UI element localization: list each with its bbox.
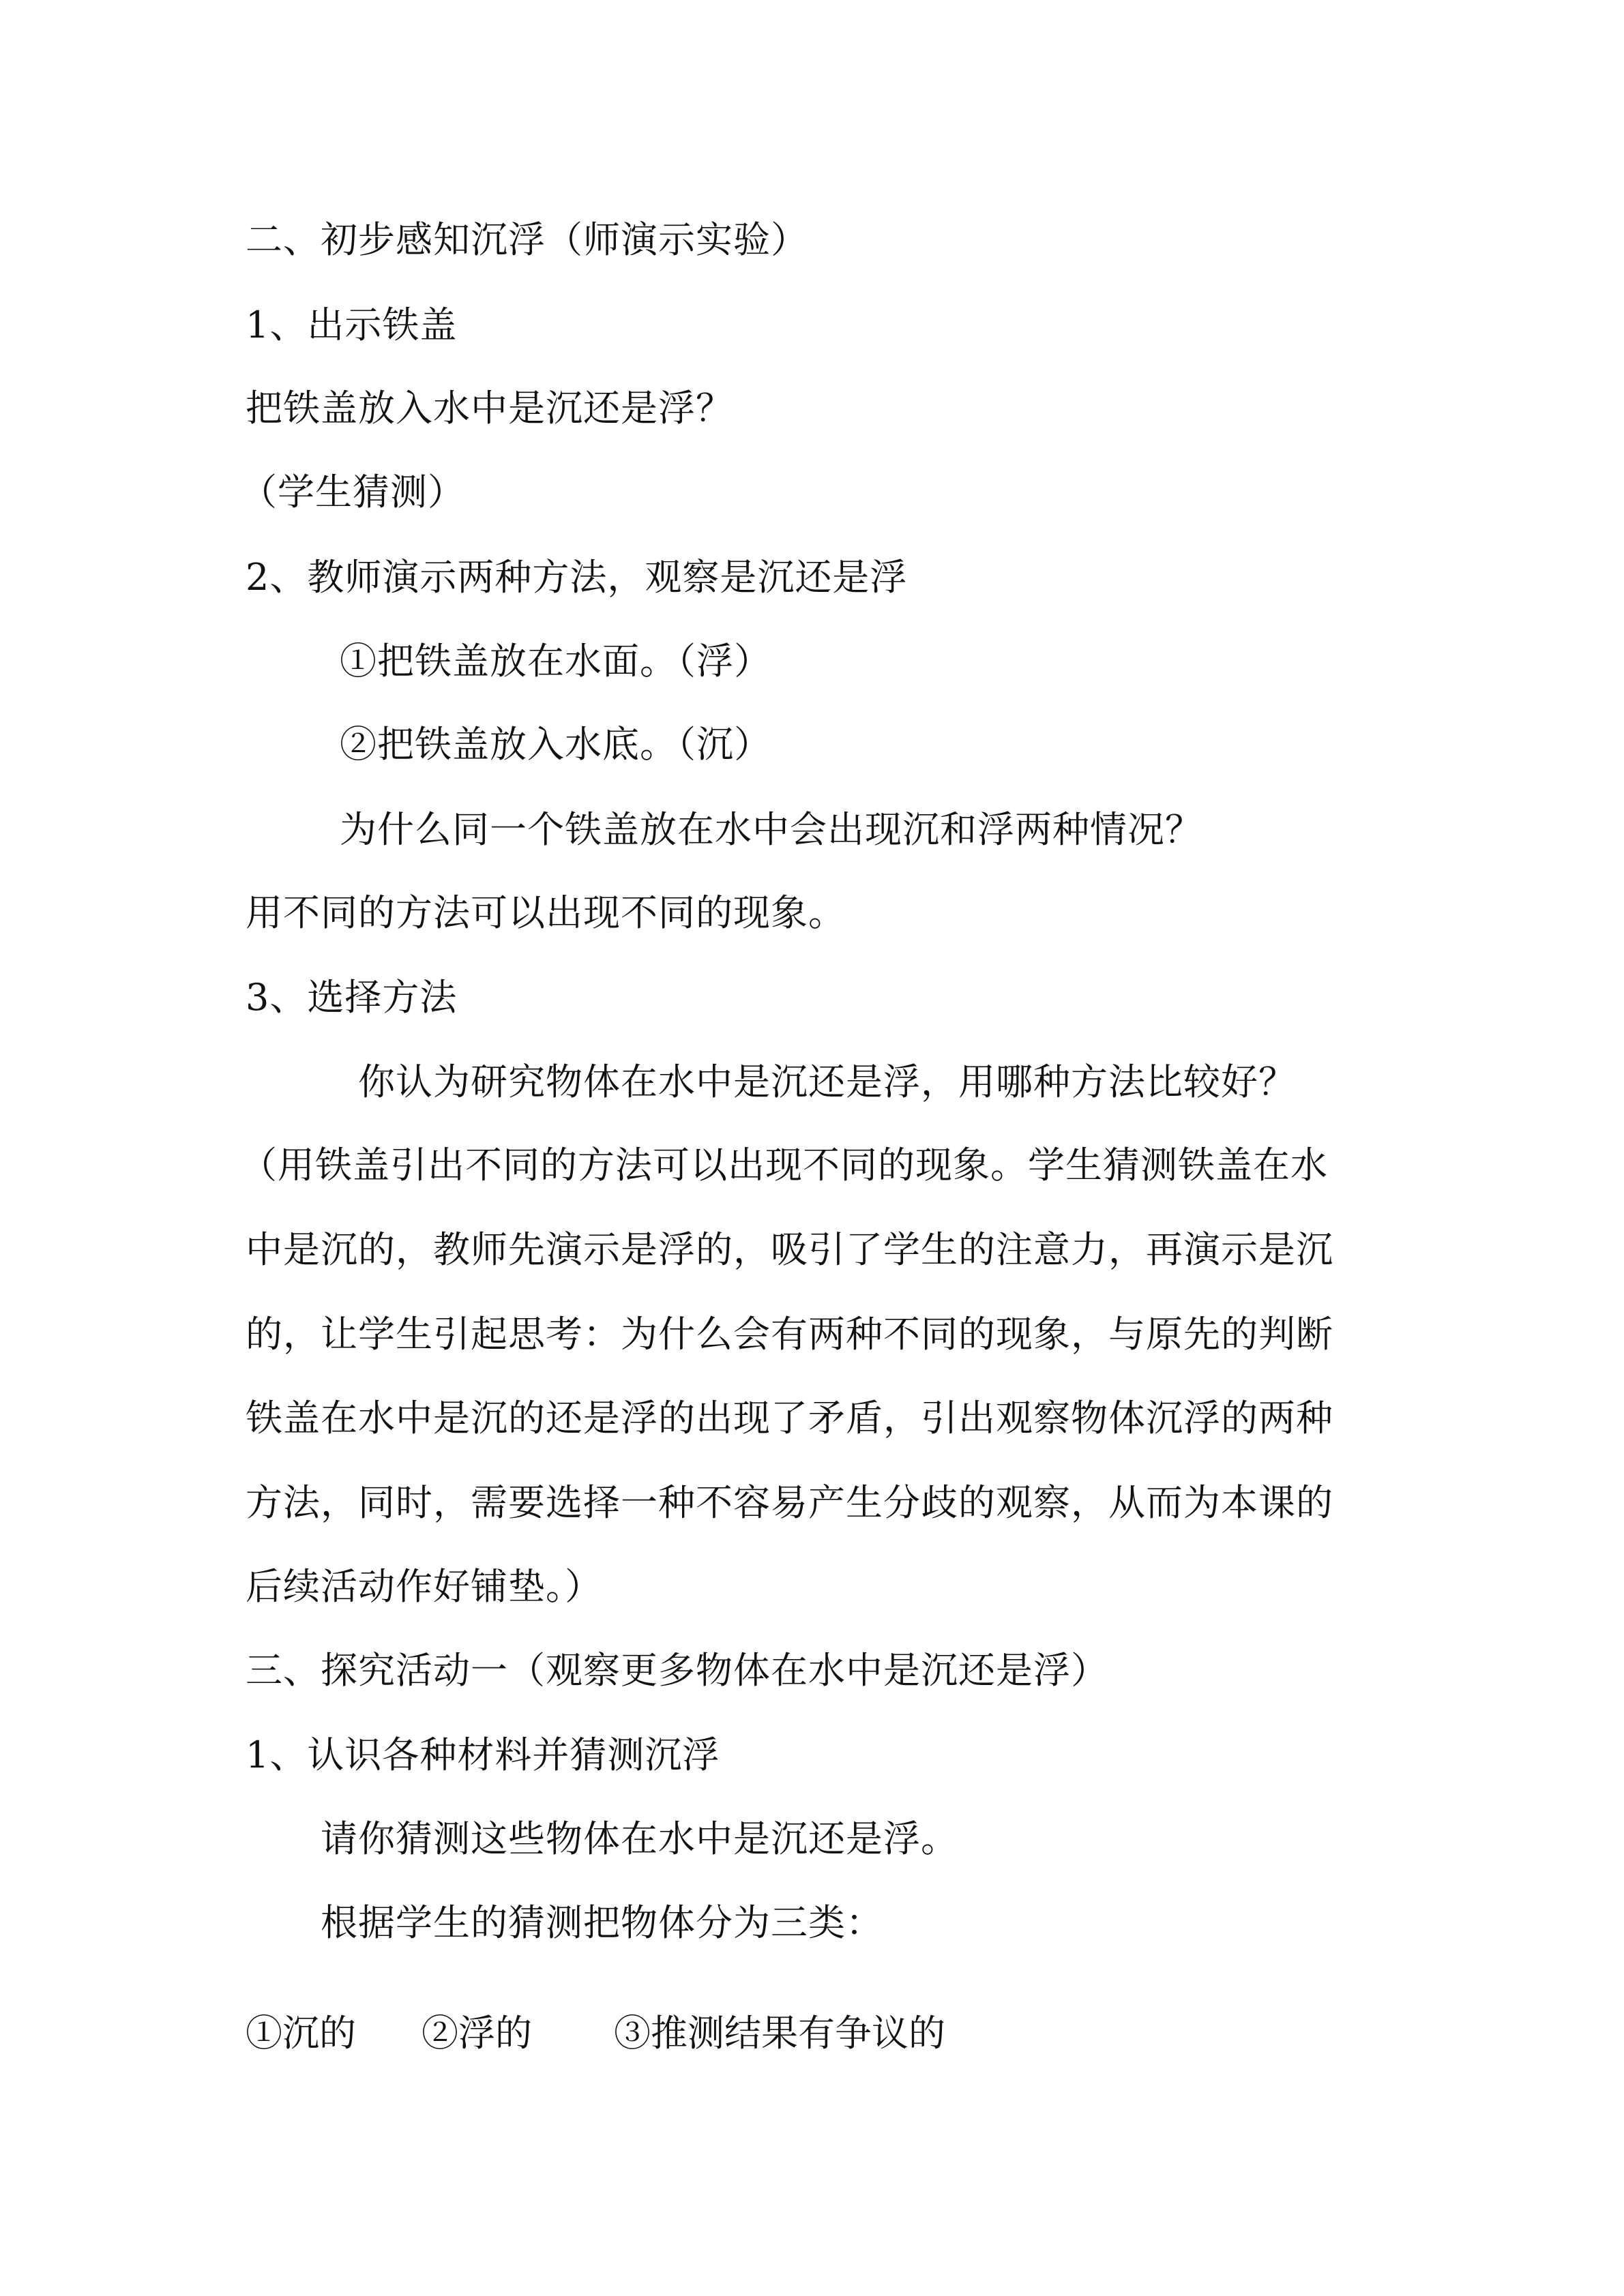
method-one: ①把铁盖放在水面。（浮） <box>340 640 771 683</box>
section2-step3-title: 3、选择方法 <box>246 976 458 1019</box>
category-disputed: ③推测结果有争议的 <box>614 2012 945 2055</box>
commentary-line: 的，让学生引起思考：为什么会有两种不同的现象，与原先的判断 <box>246 1313 1333 1356</box>
commentary-line: 后续活动作好铺垫。） <box>246 1565 602 1608</box>
section2-step1-question: 把铁盖放入水中是沉还是浮？ <box>246 387 733 430</box>
section2-step1-note: （学生猜测） <box>240 471 465 513</box>
commentary-line: 铁盖在水中是沉的还是浮的出现了矛盾，引出观察物体沉浮的两种 <box>246 1397 1333 1440</box>
why-question: 为什么同一个铁盖放在水中会出现沉和浮两种情况？ <box>340 808 1202 851</box>
method-two: ②把铁盖放入水底。（沉） <box>340 723 771 766</box>
section2-step3-question: 你认为研究物体在水中是沉还是浮，用哪种方法比较好？ <box>358 1060 1296 1103</box>
section3-prompt: 请你猜测这些物体在水中是沉还是浮。 <box>321 1817 958 1860</box>
commentary-line: 方法，同时，需要选择一种不容易产生分歧的观察，从而为本课的 <box>246 1481 1333 1524</box>
section2-heading: 二、初步感知沉浮（师演示实验） <box>246 218 808 261</box>
commentary-line: 中是沉的，教师先演示是浮的，吸引了学生的注意力，再演示是沉 <box>246 1228 1333 1271</box>
section3-classify: 根据学生的猜测把物体分为三类： <box>321 1901 883 1944</box>
section3-step1-title: 1、认识各种材料并猜测沉浮 <box>246 1733 720 1776</box>
category-sink: ①沉的 <box>246 2012 356 2055</box>
section3-heading: 三、探究活动一（观察更多物体在水中是沉还是浮） <box>246 1649 1108 1692</box>
conclusion: 用不同的方法可以出现不同的现象。 <box>246 891 846 934</box>
commentary-line: （用铁盖引出不同的方法可以出现不同的现象。学生猜测铁盖在水 <box>240 1144 1328 1187</box>
section2-step2-title: 2、教师演示两种方法，观察是沉还是浮 <box>246 556 908 599</box>
section2-step1-title: 1、出示铁盖 <box>246 303 458 346</box>
category-float: ②浮的 <box>422 2012 532 2055</box>
